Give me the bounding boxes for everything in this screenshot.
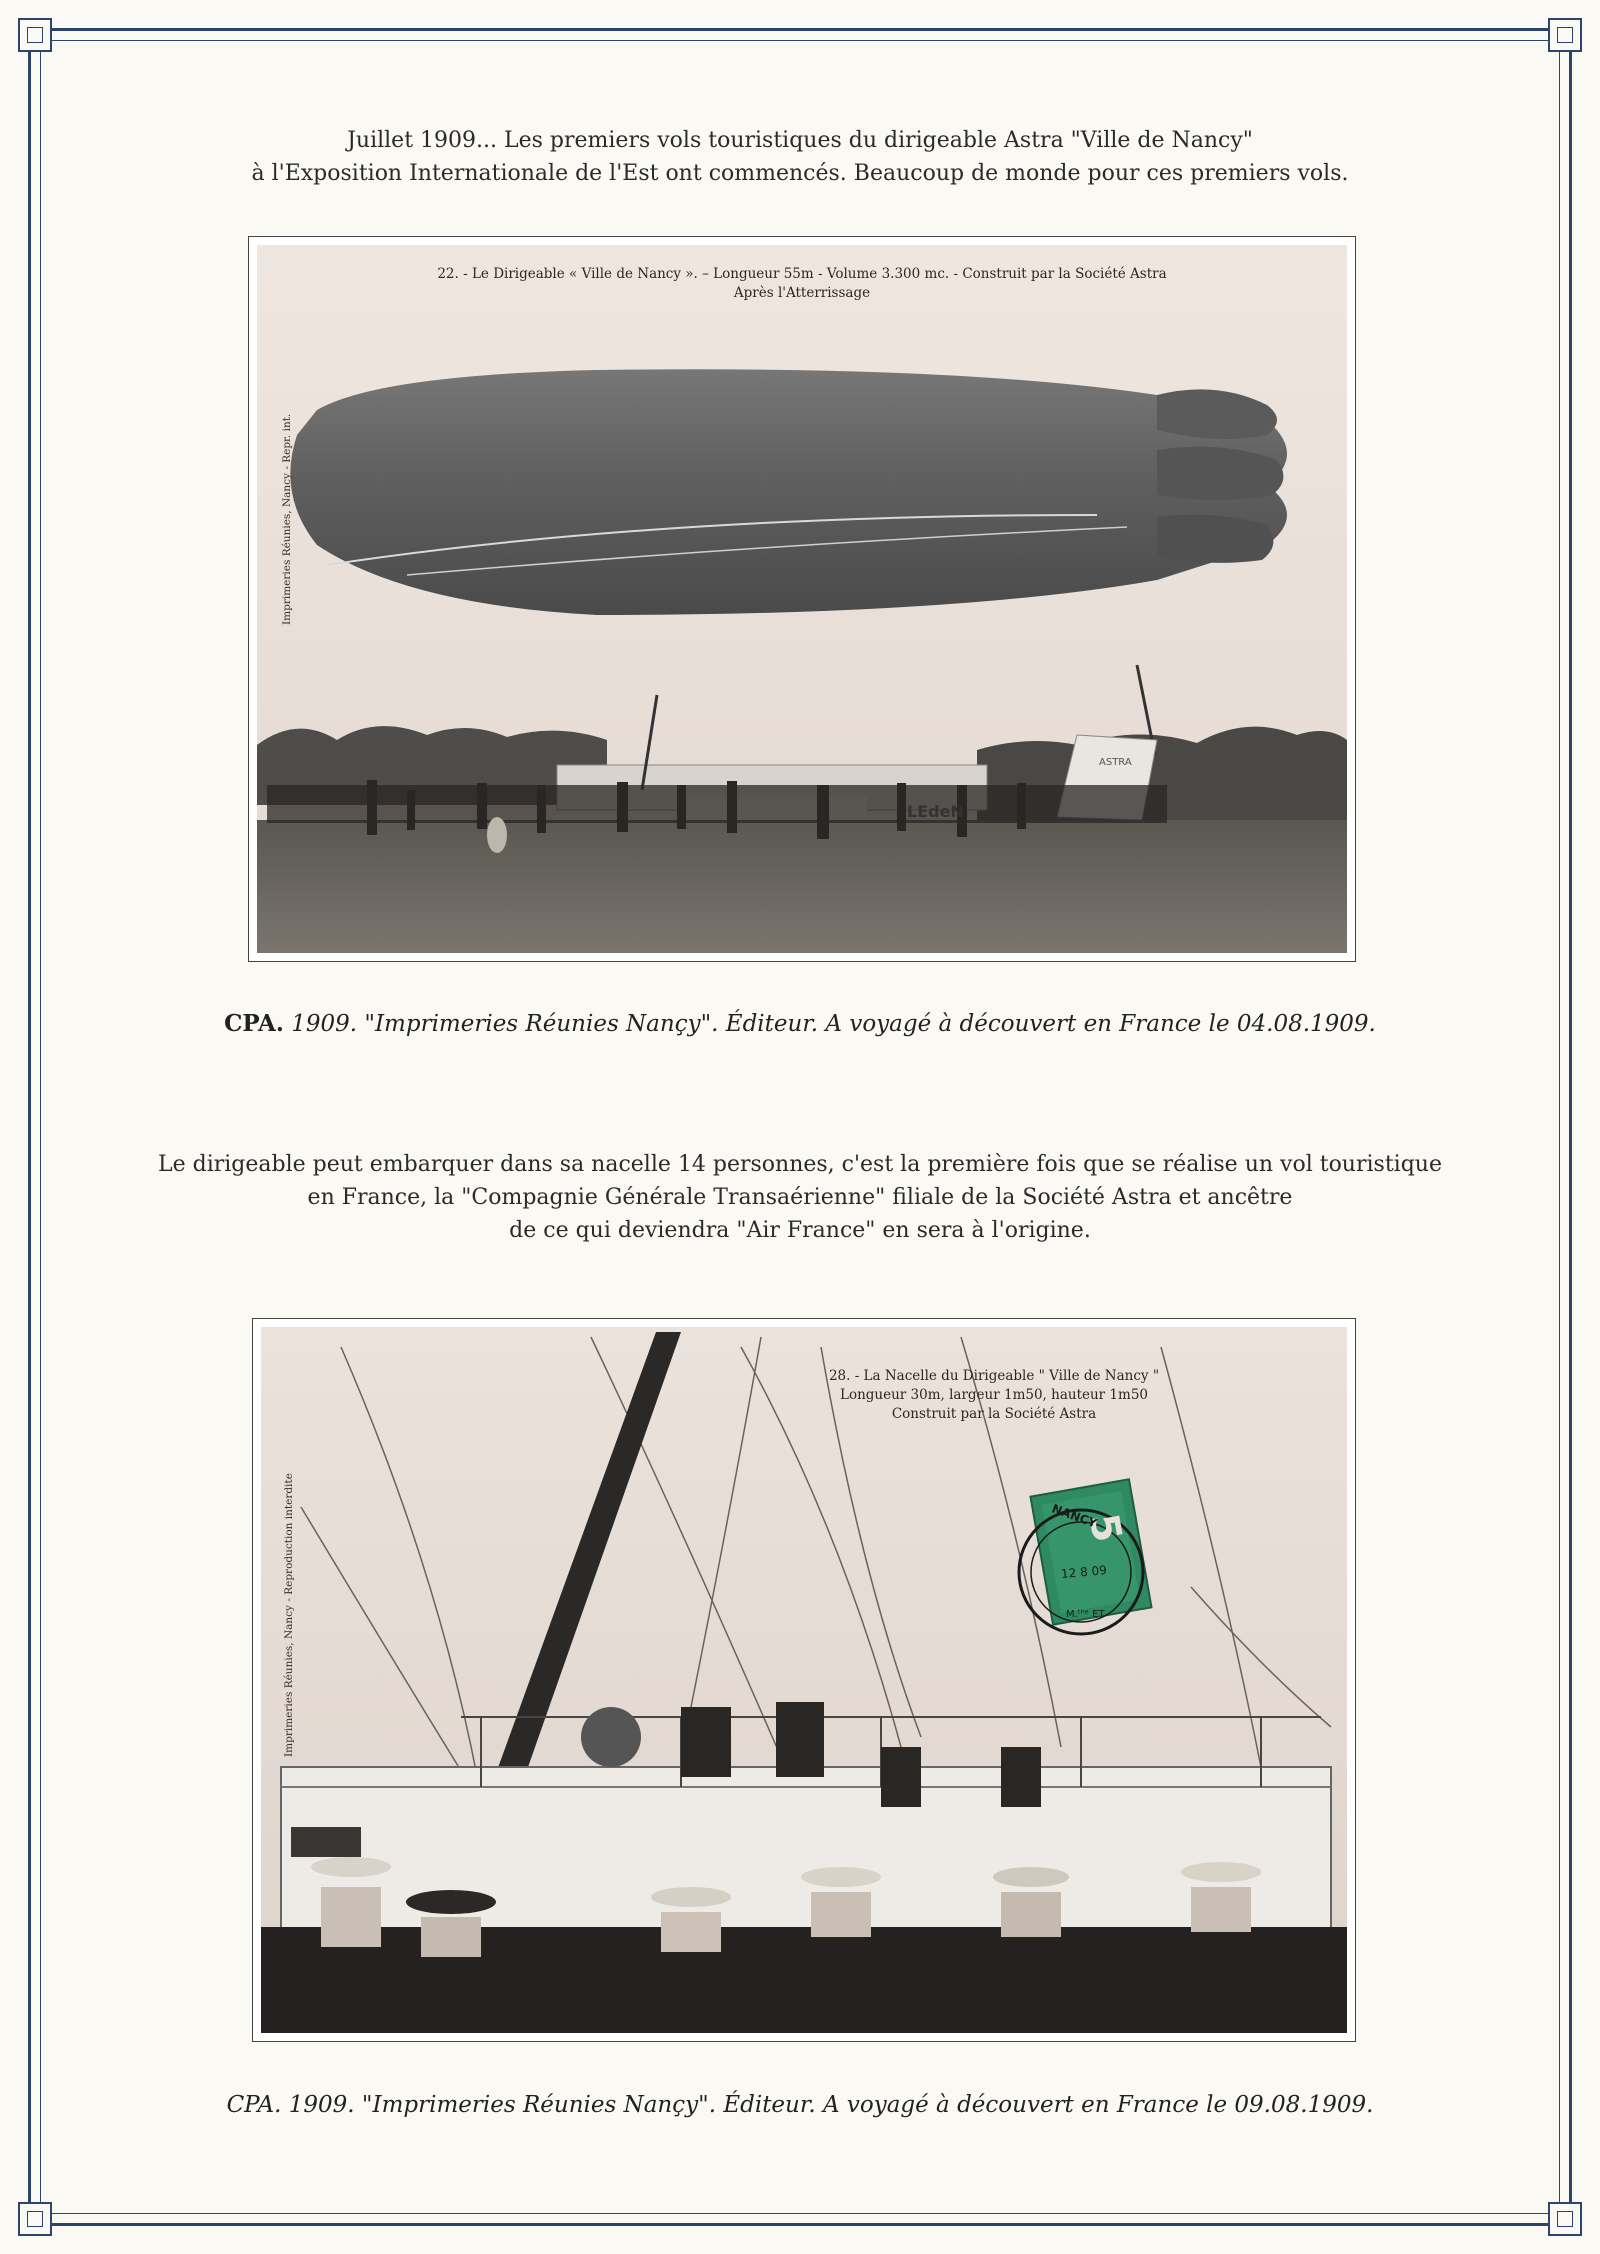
postcard-2-title: 28. - La Nacelle du Dirigeable " Ville de Nancy " bbox=[828, 1368, 1160, 1384]
intro-text bbox=[60, 124, 1540, 190]
postcard-1-photo bbox=[257, 245, 1347, 953]
postcard-2-photo bbox=[261, 1327, 1347, 2033]
postcard-1-subtitle: Après l'Atterrissage bbox=[733, 285, 871, 301]
corner-ornament bbox=[18, 2202, 52, 2236]
postcard-2-credit: Construit par la Société Astra bbox=[891, 1406, 1097, 1422]
stamp-value: 5 bbox=[1079, 1510, 1130, 1546]
postcard-1-side-text: Imprimeries Réunies, Nancy - Repr. int. bbox=[281, 413, 293, 625]
caption-1-text: 1909. "Imprimeries Réunies Nançy". Éditeur. A voyagé à découvert en France le 04.08.1909. bbox=[283, 1011, 1376, 1037]
middle-line-1: Le dirigeable peut embarquer dans sa nacelle 14 personnes, c'est la première fois que se réalise un vol touristique bbox=[158, 1152, 1442, 1177]
rudder-lettering: ASTRA bbox=[1099, 757, 1132, 768]
middle-line-2: en France, la "Compagnie Générale Transaérienne" filiale de la Société Astra et ancêtre bbox=[307, 1185, 1293, 1210]
postmark-date: 12 8 09 bbox=[1060, 1563, 1108, 1581]
corner-ornament bbox=[1548, 18, 1582, 52]
postmark-sub: M.ᵗʰᵉ ET bbox=[1066, 1609, 1105, 1620]
intro-line-1: Juillet 1909... Les premiers vols touristiques du dirigeable Astra "Ville de Nancy" bbox=[347, 128, 1253, 153]
caption-2: CPA. 1909. "Imprimeries Réunies Nançy". Éditeur. A voyagé à découvert en France le 09.08.1909. bbox=[226, 2092, 1374, 2118]
postcard-2-subtitle: Longueur 30m, largeur 1m50, hauteur 1m50 bbox=[839, 1387, 1148, 1403]
postcard-1 bbox=[248, 236, 1356, 962]
corner-ornament bbox=[1548, 2202, 1582, 2236]
caption-1 bbox=[60, 1010, 1540, 1037]
postmark-town: NANCY bbox=[1050, 1501, 1099, 1531]
hangar-lettering: LEdeN bbox=[907, 802, 964, 821]
postcard-1-title: 22. - Le Dirigeable « Ville de Nancy ». – Longueur 55m - Volume 3.300 mc. - Construit par la Société Astra bbox=[437, 266, 1167, 282]
middle-text bbox=[60, 1148, 1540, 1247]
postcard-2 bbox=[252, 1318, 1356, 2042]
corner-ornament bbox=[18, 18, 52, 52]
intro-line-2: à l'Exposition Internationale de l'Est ont commencés. Beaucoup de monde pour ces premiers vols. bbox=[251, 161, 1349, 186]
airship-photo bbox=[257, 245, 1347, 953]
middle-line-3: de ce qui deviendra "Air France" en sera à l'origine. bbox=[509, 1218, 1091, 1243]
postcard-2-side-text: Imprimeries Réunies, Nancy - Reproduction interdite bbox=[283, 1473, 295, 1757]
caption-1-bold: CPA. bbox=[224, 1010, 284, 1037]
nacelle-photo bbox=[261, 1327, 1347, 2033]
